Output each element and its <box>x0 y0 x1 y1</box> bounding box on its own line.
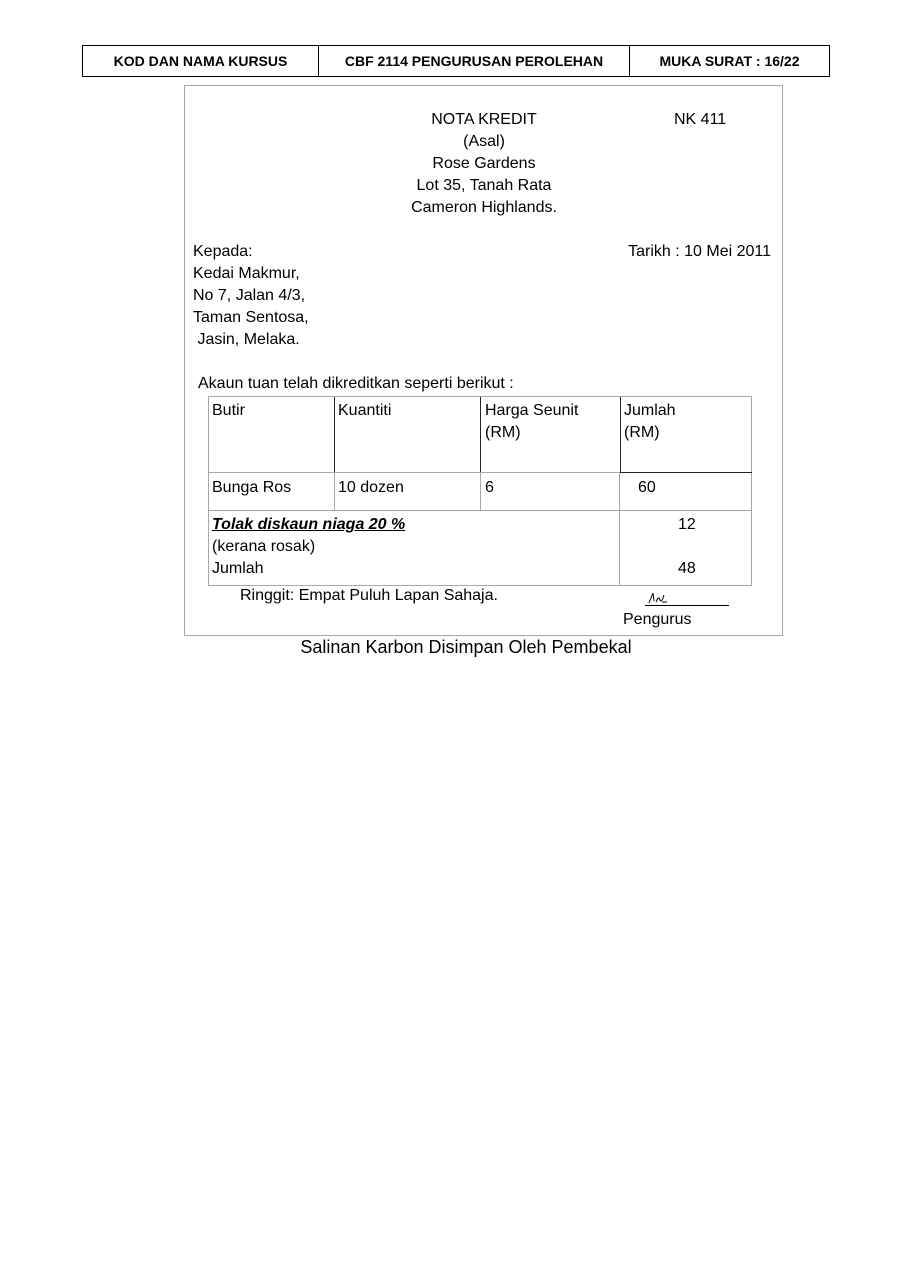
discount-reason: (kerana rosak) <box>212 538 316 555</box>
header-unit-price: Harga Seunit <box>485 402 579 419</box>
course-header-table <box>82 45 830 77</box>
carbon-copy-note: Salinan Karbon Disimpan Oleh Pembekal <box>300 637 632 657</box>
course-code-label: KOD DAN NAMA KURSUS <box>83 46 319 76</box>
signature-scribble-icon <box>647 591 669 605</box>
discount-value: 12 <box>678 516 696 533</box>
issuer-line: Cameron Highlands. <box>411 199 557 216</box>
intro-text: Akaun tuan telah dikreditkan seperti berikut : <box>198 375 514 392</box>
recipient-line: Kedai Makmur, <box>193 265 300 282</box>
credit-table <box>208 396 752 586</box>
note-number: NK 411 <box>674 111 727 128</box>
recipient-line: Jasin, Melaka. <box>193 331 300 348</box>
issuer-line: Lot 35, Tanah Rata <box>416 177 552 194</box>
credit-note <box>184 85 783 636</box>
header-item: Butir <box>212 402 245 419</box>
header-quantity: Kuantiti <box>338 402 392 419</box>
recipient-line: No 7, Jalan 4/3, <box>193 287 306 304</box>
item-name: Bunga Ros <box>212 479 292 496</box>
note-title: NOTA KREDIT <box>431 111 537 128</box>
ringgit-amount-words: Ringgit: Empat Puluh Lapan Sahaja. <box>240 587 498 604</box>
header-amount-unit: (RM) <box>624 424 660 441</box>
note-subtitle: (Asal) <box>463 133 505 150</box>
row-divider <box>620 472 752 473</box>
total-label: Jumlah <box>212 560 264 577</box>
page-number: MUKA SURAT : 16/22 <box>659 53 800 69</box>
issuer-line: Rose Gardens <box>432 155 536 172</box>
column-divider <box>334 473 335 511</box>
signatory-title: Pengurus <box>623 611 692 628</box>
signature <box>645 591 729 606</box>
column-divider <box>480 473 481 511</box>
item-unit-price: 6 <box>485 479 494 496</box>
note-date: Tarikh : 10 Mei 2011 <box>628 243 771 260</box>
column-divider <box>334 397 335 473</box>
discount-label: Tolak diskaun niaga 20 % <box>212 516 406 533</box>
item-amount: 60 <box>638 479 656 496</box>
column-divider <box>480 397 481 473</box>
recipient-line: Taman Sentosa, <box>193 309 309 326</box>
course-name: CBF 2114 PENGURUSAN PEROLEHAN <box>319 46 630 76</box>
row-divider <box>209 472 620 473</box>
row-divider <box>209 510 752 511</box>
header-unit-price-unit: (RM) <box>485 424 521 441</box>
total-value: 48 <box>678 560 696 577</box>
column-divider <box>620 397 621 473</box>
to-label: Kepada: <box>193 243 253 260</box>
header-amount: Jumlah <box>624 402 676 419</box>
item-quantity: 10 dozen <box>338 479 404 496</box>
column-divider <box>619 473 620 586</box>
